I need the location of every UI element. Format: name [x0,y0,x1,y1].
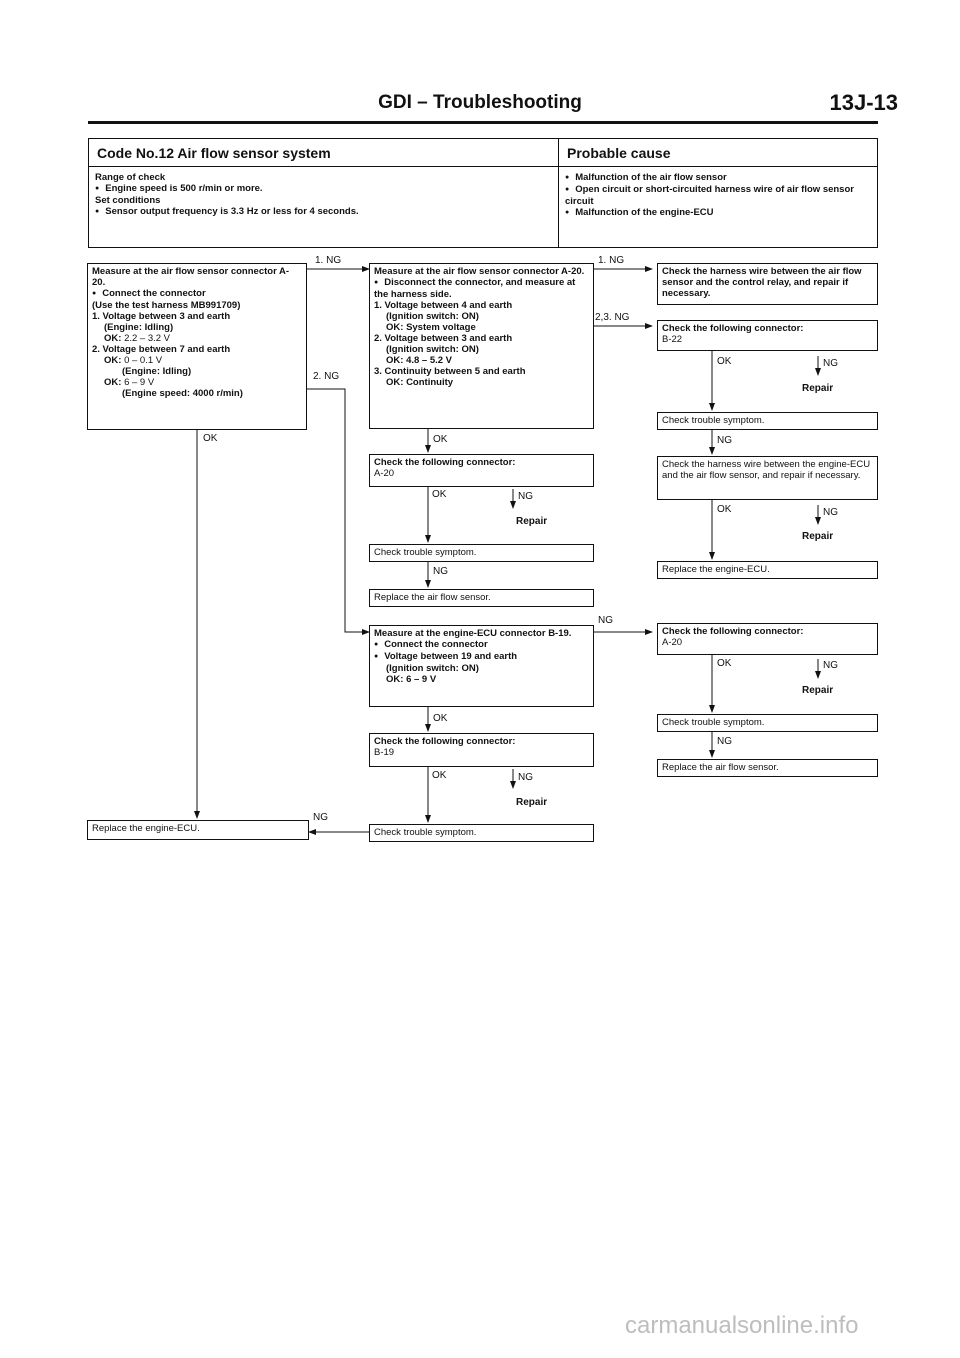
code-table-right-column [559,139,877,247]
check-connector-a20-box [657,623,878,655]
code-title: Code No.12 Air flow sensor system [89,139,558,167]
repair-label: Repair [802,383,834,394]
ok-key: OK: [386,674,404,685]
branch-label: OK [432,770,447,781]
box-line: (Use the test harness MB991709) [92,300,241,311]
box-title: Check the following connector: [662,323,804,334]
replace-air-flow-sensor-box: Replace the air flow sensor. [657,759,878,777]
ok-value: 2.2 – 3.2 V [124,333,171,344]
probable-cause-title: Probable cause [559,139,877,167]
page-header-title: GDI – Troubleshooting [378,92,582,113]
replace-engine-ecu-box: Replace the engine-ECU. [87,820,309,840]
box-line: ● Voltage between 19 and earth [374,651,589,663]
cause-item: ● Malfunction of the engine-ECU [565,207,871,219]
check-trouble-symptom-box: Check trouble symptom. [369,544,594,562]
check-harness-ecu-sensor-box: Check the harness wire between the engine-ECU and the air flow sensor, and repair if necessary. [657,456,878,500]
ok-key: OK: [104,377,122,388]
box-line: 3. Continuity between 5 and earth [374,366,526,377]
check-connector-a20-box [369,454,594,487]
branch-label: NG [823,660,838,671]
ok-value: 6 – 9 V [406,674,437,685]
set-conditions-label: Set conditions [95,195,161,206]
branch-label: NG [313,812,328,823]
box-line: (Engine: Idling) [104,322,174,333]
box-title: Measure at the engine-ECU connector B-19. [374,628,572,639]
branch-label: OK [203,433,218,444]
branch-label: NG [823,507,838,518]
box-line: (Engine speed: 4000 r/min) [122,388,243,399]
connector-id: A-20 [662,637,683,648]
branch-label: NG [433,566,448,577]
branch-label: OK [717,504,732,515]
page-number: 13J-13 [829,90,898,115]
branch-label: NG [717,435,732,446]
branch-label: NG [518,772,533,783]
box-line: 2. Voltage between 3 and earth [374,333,513,344]
measure-air-flow-sensor-harness-box [369,263,594,429]
header-rule [88,121,878,124]
branch-label: 2. NG [313,371,340,382]
check-trouble-symptom-box: Check trouble symptom. [657,412,878,430]
branch-label: 1. NG [598,255,625,266]
branch-label: NG [598,615,613,626]
box-line: ● Connect the connector [374,639,589,651]
ok-key: OK: [104,333,122,344]
box-line: 1. Voltage between 4 and earth [374,300,513,311]
branch-label: OK [432,489,447,500]
ok-key: OK: [386,355,404,366]
branch-label: 1. NG [315,255,342,266]
cause-item: ● Malfunction of the air flow sensor [565,172,871,184]
check-trouble-symptom-box: Check trouble symptom. [369,824,594,842]
branch-label: OK [717,658,732,669]
connector-id: B-22 [662,334,683,345]
range-of-check-item: ● Engine speed is 500 r/min or more. [95,183,552,195]
box-line: (Ignition switch: ON) [386,311,479,322]
box-title: Measure at the air flow sensor connector A-20. [92,266,290,288]
box-line: (Ignition switch: ON) [386,663,479,674]
check-connector-b19-box [369,733,594,767]
ok-value: 6 – 9 V [124,377,155,388]
box-line: 2. Voltage between 7 and earth [92,344,231,355]
range-of-check-label: Range of check [95,172,166,183]
ok-value: 4.8 – 5.2 V [406,355,453,366]
check-connector-b22-box [657,320,878,351]
ok-value: System voltage [406,322,476,333]
branch-label: OK [433,713,448,724]
repair-label: Repair [516,516,548,527]
branch-label: NG [823,358,838,369]
branch-label: OK [433,434,448,445]
branch-label: NG [717,736,732,747]
box-line: 1. Voltage between 3 and earth [92,311,231,322]
box-line: ● Disconnect the connector, and measure at the harness side. [374,277,589,300]
code-table-left-column [89,139,559,247]
repair-label: Repair [802,531,834,542]
connector-id: A-20 [374,468,395,479]
check-harness-control-relay-box: Check the harness wire between the air flow sensor and the control relay, and repair if necessary. [657,263,878,305]
ok-key: OK: [104,355,122,366]
box-title: Check the following connector: [374,736,516,747]
watermark-text: carmanualsonline.info [625,1312,859,1339]
box-line: ● Connect the connector [92,288,302,300]
connector-id: B-19 [374,747,395,758]
box-line: (Ignition switch: ON) [386,344,479,355]
ok-key: OK: [386,322,404,333]
set-conditions-item: ● Sensor output frequency is 3.3 Hz or less for 4 seconds. [95,206,552,218]
cause-item: ● Open circuit or short-circuited harness wire of air flow sensor circuit [565,184,871,207]
branch-label: 2,3. NG [595,312,630,323]
replace-engine-ecu-box: Replace the engine-ECU. [657,561,878,579]
box-title: Check the following connector: [662,626,804,637]
ok-value: 0 – 0.1 V [124,355,163,366]
measure-air-flow-sensor-connected-box [87,263,307,430]
ok-key: OK: [386,377,404,388]
box-title: Check the following connector: [374,457,516,468]
ok-value: Continuity [406,377,454,388]
code-table [88,138,878,248]
repair-label: Repair [516,797,548,808]
box-line: (Engine: Idling) [122,366,192,377]
branch-label: NG [518,491,533,502]
replace-air-flow-sensor-box: Replace the air flow sensor. [369,589,594,607]
check-trouble-symptom-box: Check trouble symptom. [657,714,878,732]
branch-label: OK [717,356,732,367]
repair-label: Repair [802,685,834,696]
box-title: Measure at the air flow sensor connector A-20. [374,266,585,277]
measure-engine-ecu-connector-box [369,625,594,707]
